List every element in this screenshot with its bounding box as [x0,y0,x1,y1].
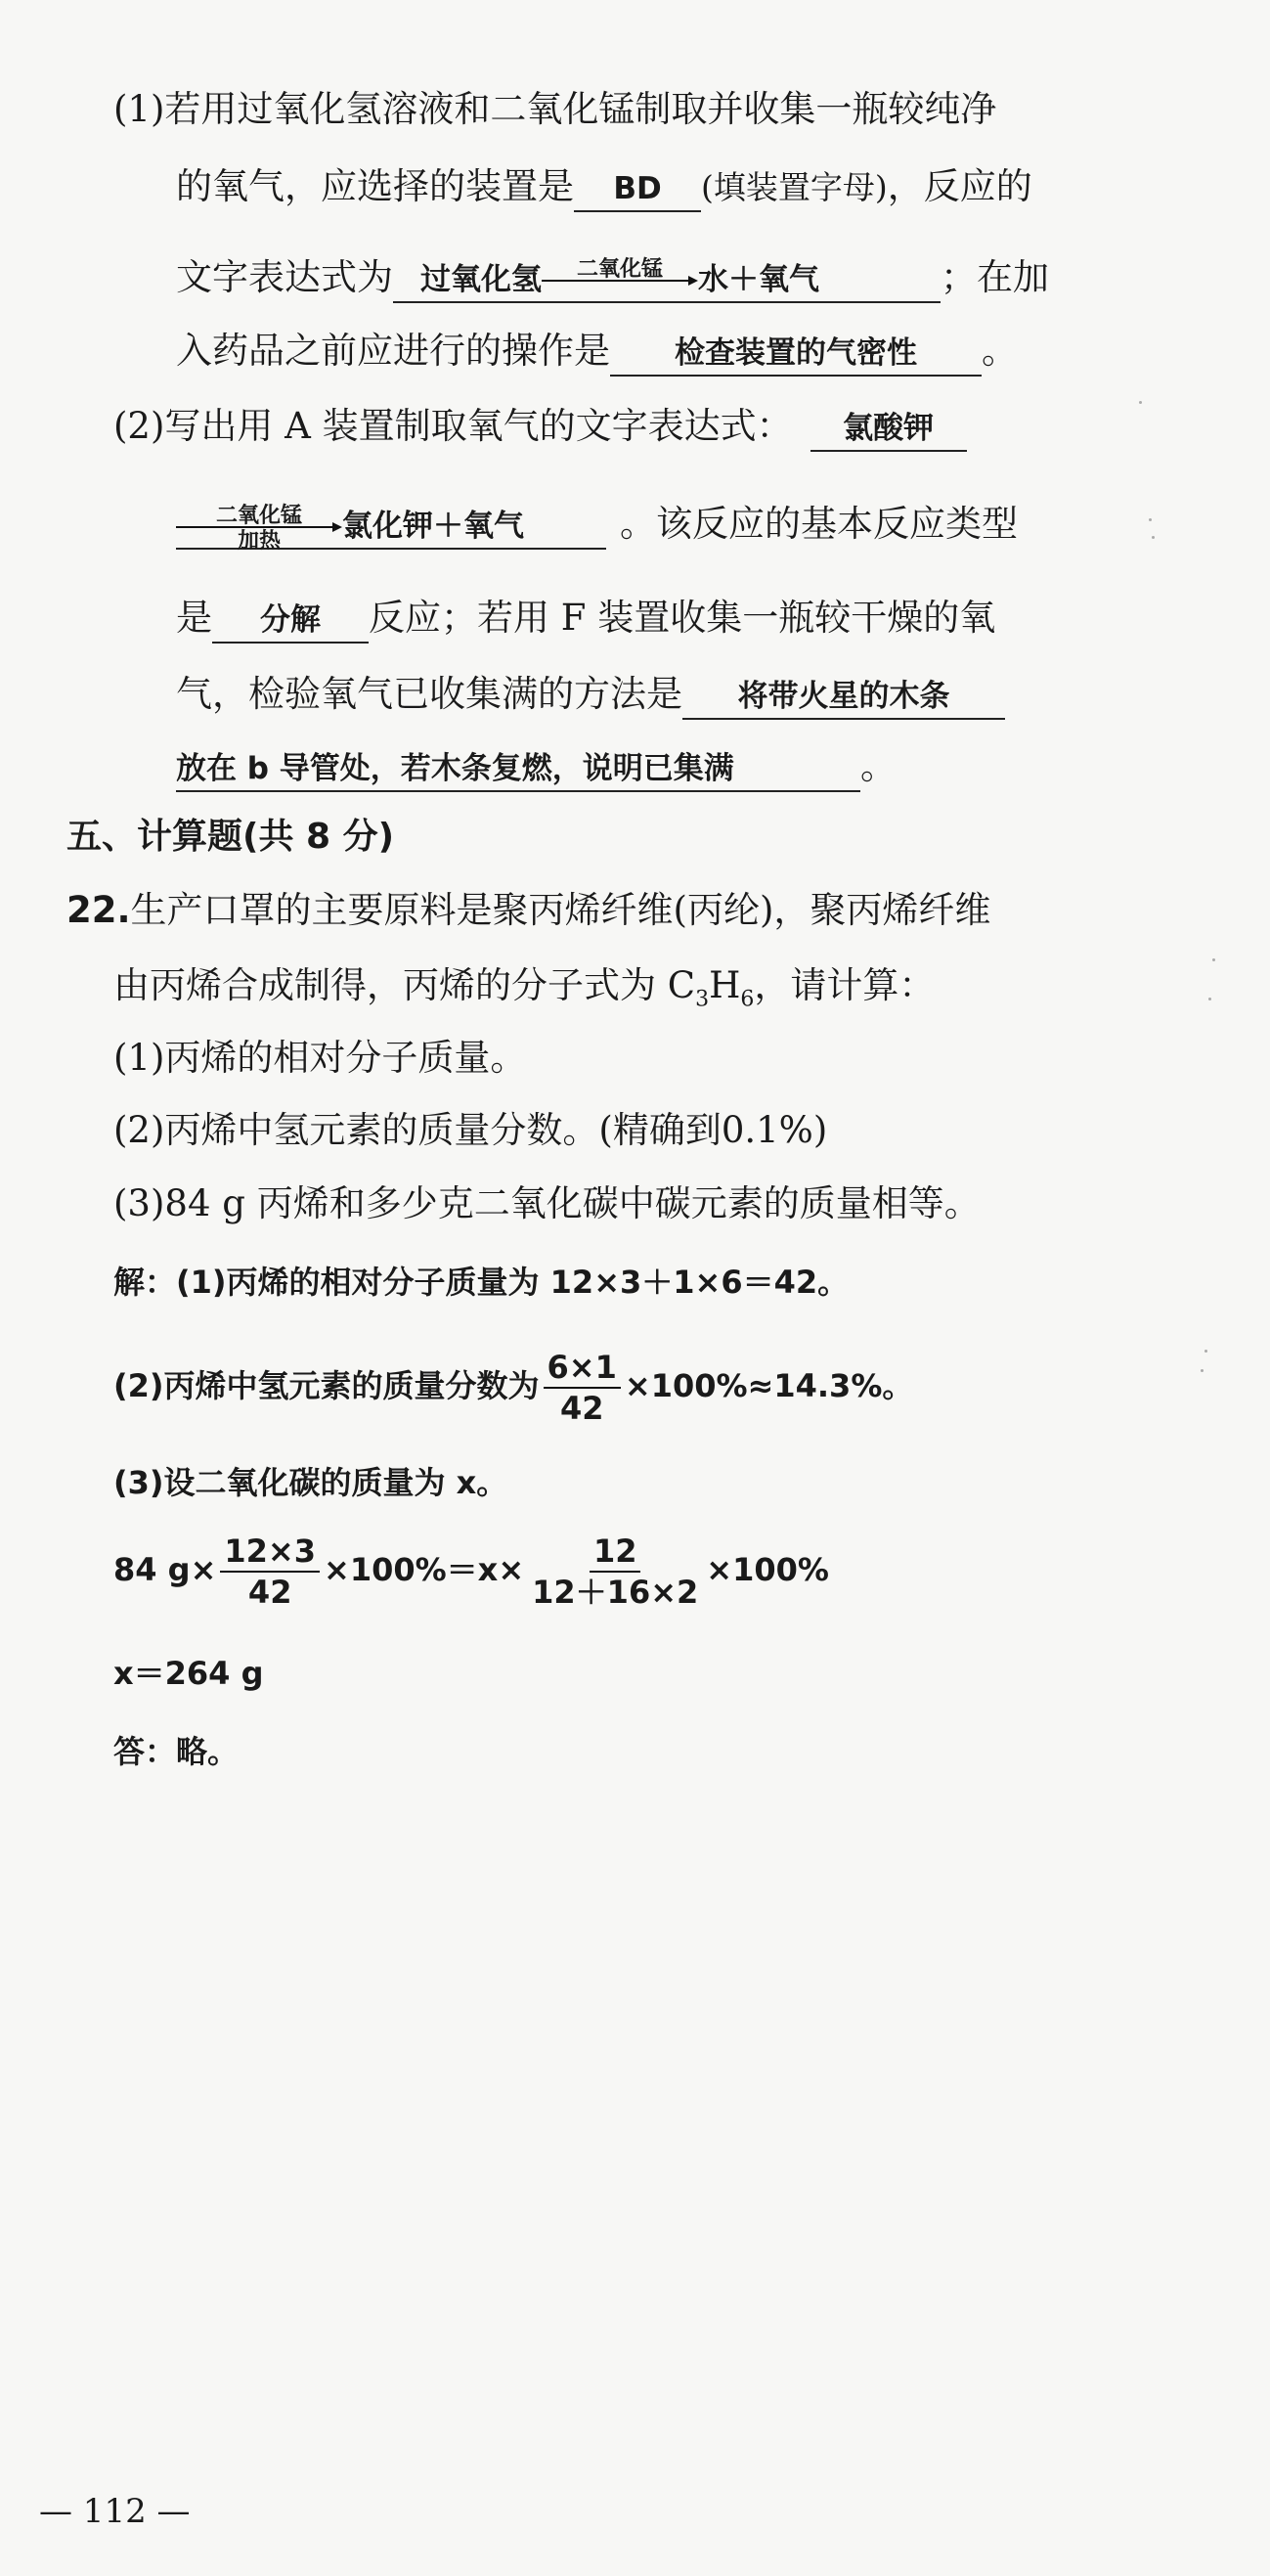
eq1-arrow [542,256,698,288]
solution-2-pre: (2)丙烯中氢元素的质量分数为 [113,1367,540,1404]
solution-2-post: ×100%≈14.3%。 [624,1367,914,1404]
q21-p2-line3 [176,593,995,644]
eq-part-a: 84 g× [113,1551,217,1588]
result: x＝264 g [113,1655,264,1692]
solution-1: 解：(1)丙烯的相对分子质量为 12×3＋1×6＝42。 [113,1264,850,1301]
q21-p1-line2-post: ，反应的 [887,165,1032,207]
q22-sub2: (2)丙烯中氢元素的质量分数。(精确到0.1%) [113,1109,828,1151]
q22-line2-pre: 由丙烯合成制得，丙烯的分子式为 C [113,964,696,1006]
equation-blank-1 [393,256,941,303]
q22-line2 [113,960,935,1025]
q21-p2-line2 [176,499,1018,554]
answer-device-blank: BD [574,167,701,212]
fraction-h-num: 6×1 [544,1348,621,1389]
fraction-2-num: 12 [590,1532,641,1573]
q21-p2-line1-pre: (2)写出用 A 装置制取氧气的文字表达式： [113,405,793,447]
eq1-reactant: 过氧化氢 [420,262,542,297]
q22-line2-post: ，请计算： [754,964,936,1006]
answer-method-blank-a: 将带火星的木条 [682,675,1005,720]
eq2-condition-bottom: 加热 [237,528,281,554]
speck [1152,536,1155,539]
eq2-arrow [176,503,342,554]
q22-sub1: (1)丙烯的相对分子质量。 [113,1037,527,1079]
speck [1139,401,1142,404]
answer-type-blank: 分解 [212,599,369,644]
fraction-1 [220,1532,320,1612]
speck [1201,1369,1204,1372]
speck [1204,1350,1207,1353]
answer-method-blank-b: 放在 b 导管处，若木条复燃，说明已集满 [176,747,860,792]
fraction-h [544,1348,621,1428]
fraction-h-den: 42 [559,1390,604,1427]
fraction-1-num: 12×3 [220,1532,320,1573]
equation-carbon [113,1526,829,1614]
q21-p1-line3 [176,252,1049,303]
q21-p2-line1 [113,401,967,452]
q21-p2-line5-post: 。 [860,745,897,787]
q21-p2-line5 [176,741,897,792]
speck [1149,518,1152,521]
section-title: 五、计算题(共 8 分) [66,817,395,857]
fraction-1-den: 42 [247,1574,292,1611]
eq-part-b: ×100%＝x× [324,1551,525,1588]
eq1-product: 水＋氧气 [698,262,819,297]
q21-p2-line2-post: 。该反应的基本反应类型 [620,503,1018,545]
speck [1212,958,1215,961]
q22-sub-h: 6 [740,987,755,1012]
solution-2 [113,1342,913,1430]
q21-p1-line4 [176,326,1018,377]
page-number: — 112 — [39,2492,191,2531]
eq2-product: 氯化钾＋氧气 [342,509,524,544]
q21-p1-line2-pre: 的氧气，应选择的装置是 [176,165,574,207]
speck [1208,998,1211,1000]
q22-sub3: (3)84 g 丙烯和多少克二氧化碳中碳元素的质量相等。 [113,1182,981,1224]
answer-line: 答：略。 [113,1733,240,1770]
q22-line1 [66,885,990,936]
q21-p2-line4 [176,669,1005,720]
q22-h: H [709,964,741,1006]
equation-blank-2 [176,503,606,554]
fraction-2-den: 12＋16×2 [532,1574,699,1611]
fraction-2 [528,1532,702,1612]
eq2-reactant-blank: 氯酸钾 [810,407,967,452]
eq-part-c: ×100% [706,1551,829,1588]
q21-p1-hint: (填装置字母) [701,168,888,206]
q22-line1-text: 生产口罩的主要原料是聚丙烯纤维(丙纶)，聚丙烯纤维 [130,889,991,931]
q22-number: 22. [66,889,131,931]
q21-p2-line3-pre: 是 [176,597,212,639]
q21-p1-line1: (1)若用过氧化氢溶液和二氧化锰制取并收集一瓶较纯净 [113,88,997,130]
q21-p2-line4-pre: 气，检验氧气已收集满的方法是 [176,673,682,715]
q21-p1-line3-pre: 文字表达式为 [176,256,393,298]
q22-sub-c: 3 [695,987,710,1012]
q21-p1-line4-pre: 入药品之前应进行的操作是 [176,330,610,372]
q21-p1-line3-post: ；在加 [941,256,1049,298]
q21-p2-line3-mid: 反应；若用 F 装置收集一瓶较干燥的氧 [369,597,996,639]
eq1-condition: 二氧化锰 [576,256,663,282]
q21-p1-line2 [176,161,1032,213]
q21-p1-line4-post: 。 [982,330,1018,372]
answer-operation-blank: 检查装置的气密性 [610,332,982,377]
eq2-condition-top: 二氧化锰 [215,503,302,528]
solution-3: (3)设二氧化碳的质量为 x。 [113,1464,508,1501]
